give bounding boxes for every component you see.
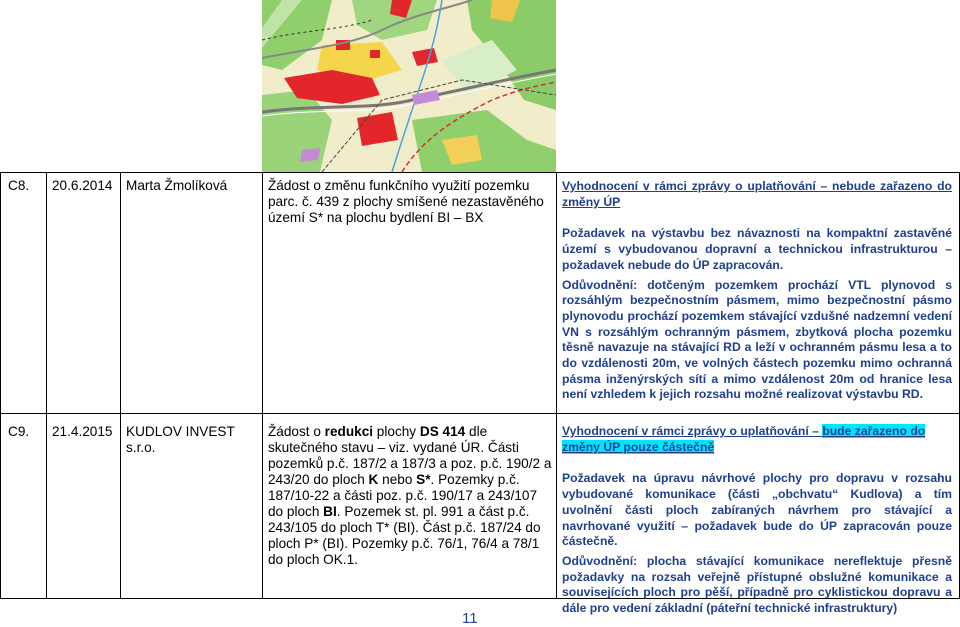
row-c8-date: 20.6.2014	[52, 178, 113, 193]
row-c9-justification: Odůvodnění: plocha stávající komunikace nereflektuje přesně požadavky na rozsah veřejně přístupné obslužné komunikace a souvisejících ploch pro pěší, případně pro cyklistickou dopravu a dále pro vedení základní (páteřní technické infrastruktury)	[562, 553, 952, 616]
row-c8-request: Žádost o změnu funkčního využití pozemku parc. č. 439 z plochy smíšené nezastavěného území S* na plochu bydlení BI – BX	[268, 178, 544, 225]
row-c8-id: C8.	[8, 178, 30, 193]
row-c9-evaluation	[562, 424, 952, 617]
row-c9-applicant: KUDLOV INVEST s.r.o.	[126, 424, 235, 455]
row-c8-evaluation-heading: Vyhodnocení v rámci zprávy o uplatňování – nebude zařazeno do změny ÚP	[562, 179, 952, 209]
row-c9-id: C9.	[8, 424, 30, 439]
row-c8-justification: Odůvodnění: dotčeným pozemkem prochází VTL plynovod s rozsáhlým bezpečnostním pásmem, mimo bezpečnostní pásmo plynovodu prochází pozemkem stávající vzdušné nadzemní vedení VN s rozsáhlým ochranným pásmem, zbytková plocha pozemku těsně navazuje na stávající RD a leží v ochranném pásmu lesa a to do vzdálenosti 20m, ve volných částech pozemku mimo ochranná pásma inženýrských sítí a mimo vzdálenost 20m od hranice lesa není vzhledem k jejich rozsahu možné realizovat výstavbu RD.	[562, 277, 952, 402]
row-c9-evaluation-heading: Vyhodnocení v rámci zprávy o uplatňování – bude zařazeno do změny ÚP pouze částečně	[562, 424, 926, 454]
row-c8-applicant: Marta Žmolíková	[126, 178, 228, 193]
row-c8-evaluation	[562, 179, 952, 403]
row-c8-requirement: Požadavek na výstavbu bez návaznosti na kompaktní zastavěné území s vybudovanou dopravní a technickou infrastrukturou – požadavek nebude do ÚP zapracován.	[562, 226, 952, 272]
row-c9-request: Žádost o redukci plochy DS 414 dle skutečného stavu – viz. vydané ÚR. Části pozemků p.č. 187/2 a 187/3 a poz. p.č. 190/2 a 243/20 do ploch K nebo S*. Pozemky p.č. 187/10-22 a části poz. p.č. 190/17 a 243/107 do ploch BI. Pozemek st. pl. 991 a část p.č. 243/105 do ploch T* (BI). Část p.č. 187/24 do ploch P* (BI). Pozemky p.č. 76/1, 76/4 a 78/1 do ploch OK.1.	[268, 424, 552, 567]
row-c9-requirement: Požadavek na úpravu návrhové plochy pro dopravu v rozsahu vybudované komunikace (části „obchvatu“ Kudlova) a tím uvolnění části ploch zabíraných návrhem pro stávající a navrhované využití – požadavek bude do ÚP zapracován pouze částečně.	[562, 471, 952, 549]
row-c9-date: 21.4.2015	[52, 424, 113, 439]
page-number: 11	[462, 610, 478, 627]
